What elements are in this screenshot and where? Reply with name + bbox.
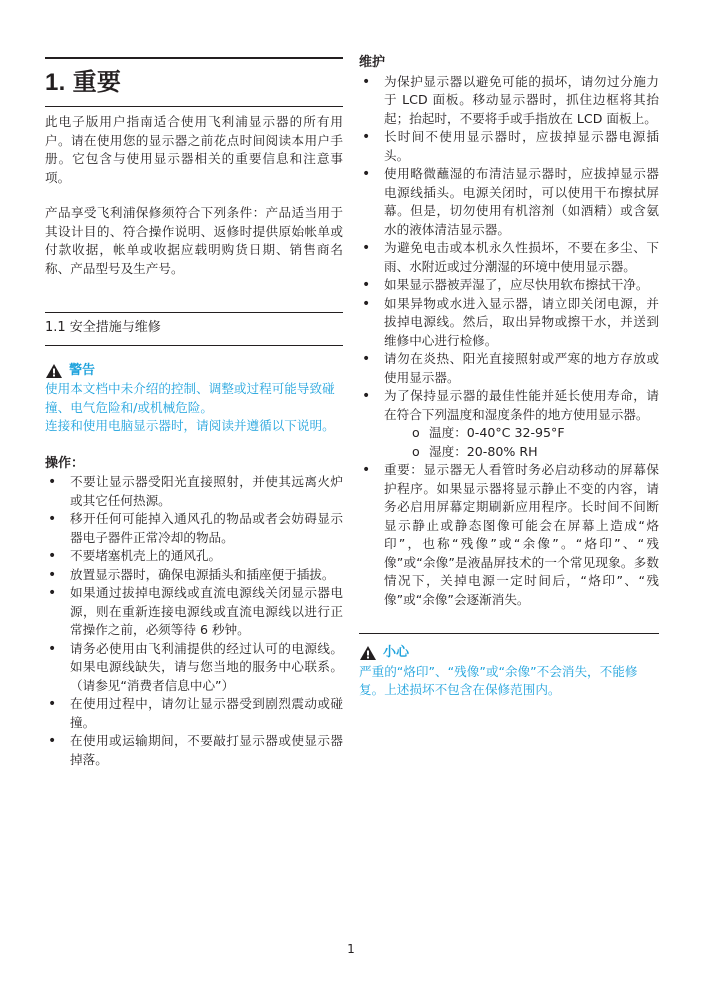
list-item: • 如果异物或水进入显示器，请立即关闭电源，并拔掉电源线。然后，取出异物或擦干水，并送到维修中心进行检修。 — [359, 295, 659, 351]
right-column — [359, 54, 659, 700]
list-item: • 移开任何可能掉入通风孔的物品或者会妨碍显示器电子器件正常冷却的物品。 — [45, 510, 343, 547]
warning-line: 使用本文档中未介绍的控制、调整或过程可能导致碰撞、电气危险和/或机械危险。 — [45, 381, 335, 415]
list-item: • 不要让显示器受阳光直接照射，并使其远离火炉或其它任何热源。 — [45, 473, 343, 510]
section-title: 1.1 安全措施与维修 — [45, 313, 343, 346]
list-item: • 使用略微蘸湿的布清洁显示器时，应拔掉显示器电源线插头。电源关闭时，可以使用干布擦拭屏幕。但是，切勿使用有机溶剂（如酒精）或含氨水的液体清洁显示器。 — [359, 165, 659, 239]
condition-text: 湿度：20-80% RH — [429, 443, 538, 459]
warning-icon — [45, 363, 63, 379]
maintenance-heading: 维护 — [359, 55, 386, 70]
caution-title: 小心 — [383, 645, 410, 660]
list-item: • 请勿在炎热、阳光直接照射或严寒的地方存放或使用显示器。 — [359, 350, 659, 387]
list-item: • 请务必使用由飞利浦提供的经过认可的电源线。如果电源线缺失，请与您当地的服务中心联系。（请参见“消费者信息中心”） — [45, 640, 343, 696]
list-item: • 长时间不使用显示器时，应拔掉显示器电源插头。 — [359, 128, 659, 165]
conditions-list — [384, 424, 659, 461]
list-item: • 在使用或运输期间，不要敲打显示器或使显示器掉落。 — [45, 732, 343, 769]
list-item: • 不要堵塞机壳上的通风孔。 — [45, 547, 343, 566]
condition-text: 温度：0-40°C 32-95°F — [429, 425, 565, 440]
list-item: • 如果通过拔掉电源线或直流电源线关闭显示器电源，则在重新连接电源线或直流电源线以进行正常操作之前，必须等待 6 秒钟。 — [45, 584, 343, 640]
list-item: • 为避免电击或本机永久性损坏，不要在多尘、下雨、水附近或过分潮湿的环境中使用显示器。 — [359, 239, 659, 276]
page-number: 1 — [347, 942, 355, 956]
safety-section — [45, 312, 343, 769]
condition-item — [384, 443, 659, 462]
left-column — [45, 57, 343, 769]
warning-icon — [359, 645, 377, 661]
list-item: • 为保护显示器以避免可能的损坏，请勿过分施力于 LCD 面板。移动显示器时，抓住边框将其抬起；抬起时，不要将手或手指放在 LCD 面板上。 — [359, 73, 659, 129]
operation-list — [45, 473, 343, 769]
warranty-paragraph: 产品享受飞利浦保修须符合下列条件：产品适当用于其设计目的、符合操作说明、返修时提供原始帐单或付款收据，帐单或收据应载明购货日期、销售商名称、产品型号及生产号。 — [45, 205, 343, 276]
list-item — [359, 387, 659, 461]
condition-marker: o — [412, 425, 420, 440]
operation-heading: 操作： — [45, 455, 85, 471]
caution-text: 严重的“烙印”、“残像”或“余像”不会消失，不能修复。上述损坏不包含在保修范围内。 — [359, 663, 638, 697]
list-item: • 重要：显示器无人看管时务必启动移动的屏幕保护程序。如果显示器将显示静止不变的内容，请务必启用屏幕定期刷新应用程序。长时间不间断显示静止或静态图像可能会在屏幕上造成“烙印”，也称“残像”或“余像”。“烙印”、“残像”或“余像”是液晶屏技术的一个常见现象。多数情况下，关掉电源一定时间后，“烙印”、“残像”或“余像”会逐渐消失。 — [359, 461, 659, 609]
list-item: • 如果显示器被弄湿了，应尽快用软布擦拭干净。 — [359, 276, 659, 295]
list-item-text: 为了保持显示器的最佳性能并延长使用寿命，请在符合下列温度和湿度条件的地方使用显示器。 — [384, 388, 659, 422]
warning-title: 警告 — [69, 362, 96, 378]
condition-marker: o — [412, 443, 420, 459]
condition-item — [384, 424, 659, 443]
chapter-title: 1. 重要 — [45, 68, 343, 107]
caution-heading — [359, 644, 659, 663]
list-item: • 在使用过程中，请勿让显示器受到剧烈震动或碰撞。 — [45, 695, 343, 732]
maintenance-list — [359, 73, 659, 610]
intro-paragraph: 此电子版用户指南适合使用飞利浦显示器的所有用户。请在使用您的显示器之前花点时间阅读本用户手册。它包含与使用显示器相关的重要信息和注意事项。 — [45, 114, 343, 185]
top-rule — [45, 57, 343, 59]
warning-heading — [45, 362, 343, 381]
caution-block — [359, 633, 659, 700]
list-item: • 放置显示器时，确保电源插头和插座便于插拔。 — [45, 566, 343, 585]
warning-line: 连接和使用电脑显示器时，请阅读并遵循以下说明。 — [45, 418, 335, 433]
